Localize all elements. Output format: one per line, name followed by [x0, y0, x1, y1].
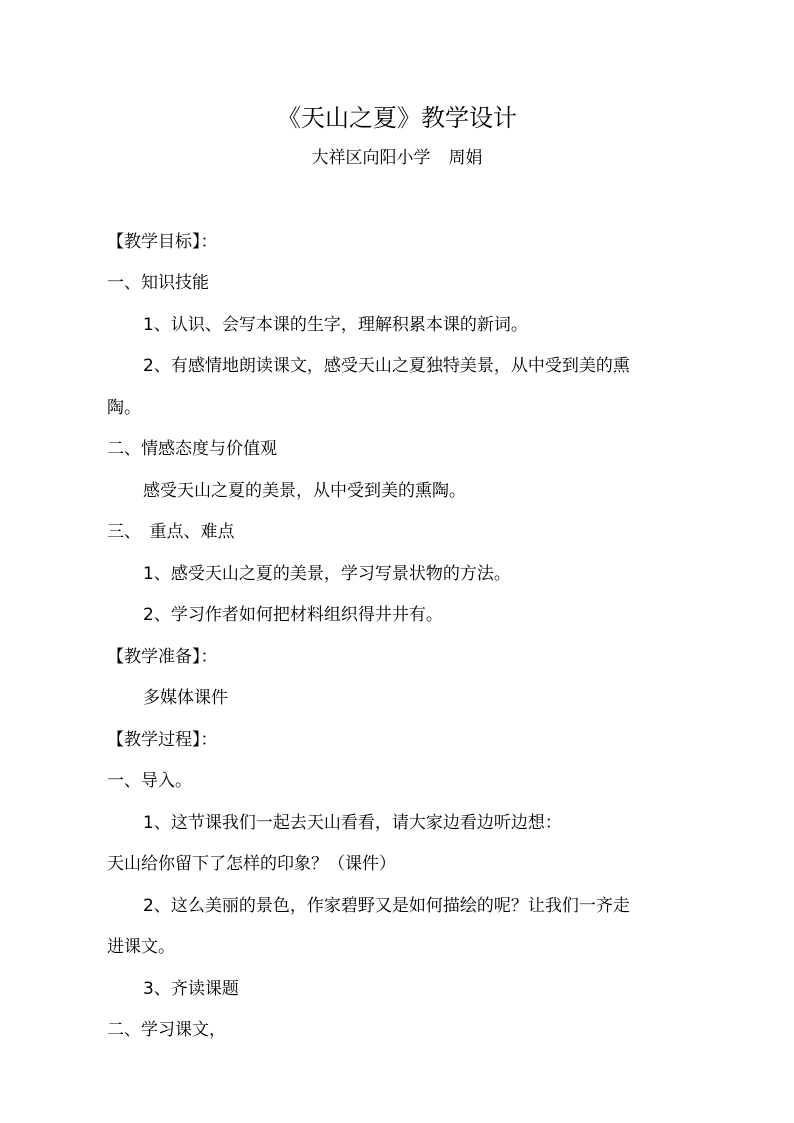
heading-teaching-process: 【教学过程】：: [107, 730, 218, 750]
heading-teaching-goals: 【教学目标】：: [107, 232, 218, 252]
author-name: 周娟: [448, 148, 483, 168]
intro-item-1: 1、这节课我们一起去天山看看，请大家边看边听边想：: [143, 813, 562, 833]
section-knowledge-skills: 一、知识技能: [107, 273, 209, 293]
process-step-study-text: 二、学习课文，: [107, 1020, 226, 1040]
intro-item-2: 2、这么美丽的景色，作家碧野又是如何描绘的呢？让我们一齐走: [143, 896, 630, 916]
author-school: 大祥区向阳小学: [311, 148, 431, 168]
section-emotion-values: 二、情感态度与价值观: [107, 439, 277, 459]
heading-teaching-preparation: 【教学准备】：: [107, 647, 218, 667]
key-point-1: 1、感受天山之夏的美景，学习写景状物的方法。: [143, 564, 511, 584]
intro-item-3: 3、齐读课题: [143, 979, 239, 999]
document-title: 《天山之夏》教学设计: [277, 104, 517, 132]
intro-item-1-continued: 天山给你留下了怎样的印象？（课件）: [107, 854, 396, 874]
intro-item-2-continued: 进课文。: [107, 937, 175, 957]
author-line: [0, 145, 794, 171]
preparation-text: 多媒体课件: [143, 688, 228, 708]
section-key-points: 三、 重点、难点: [107, 522, 235, 542]
process-step-introduction: 一、导入。: [107, 771, 192, 791]
key-point-2: 2、学习作者如何把材料组织得井井有。: [143, 605, 443, 625]
emotion-values-text: 感受天山之夏的美景，从中受到美的熏陶。: [143, 481, 466, 501]
goal-item-2: 2、有感情地朗读课文，感受天山之夏独特美景，从中受到美的熏: [143, 356, 630, 376]
goal-item-2-continued: 陶。: [107, 398, 141, 418]
goal-item-1: 1、认识、会写本课的生字，理解积累本课的新词。: [143, 315, 528, 335]
